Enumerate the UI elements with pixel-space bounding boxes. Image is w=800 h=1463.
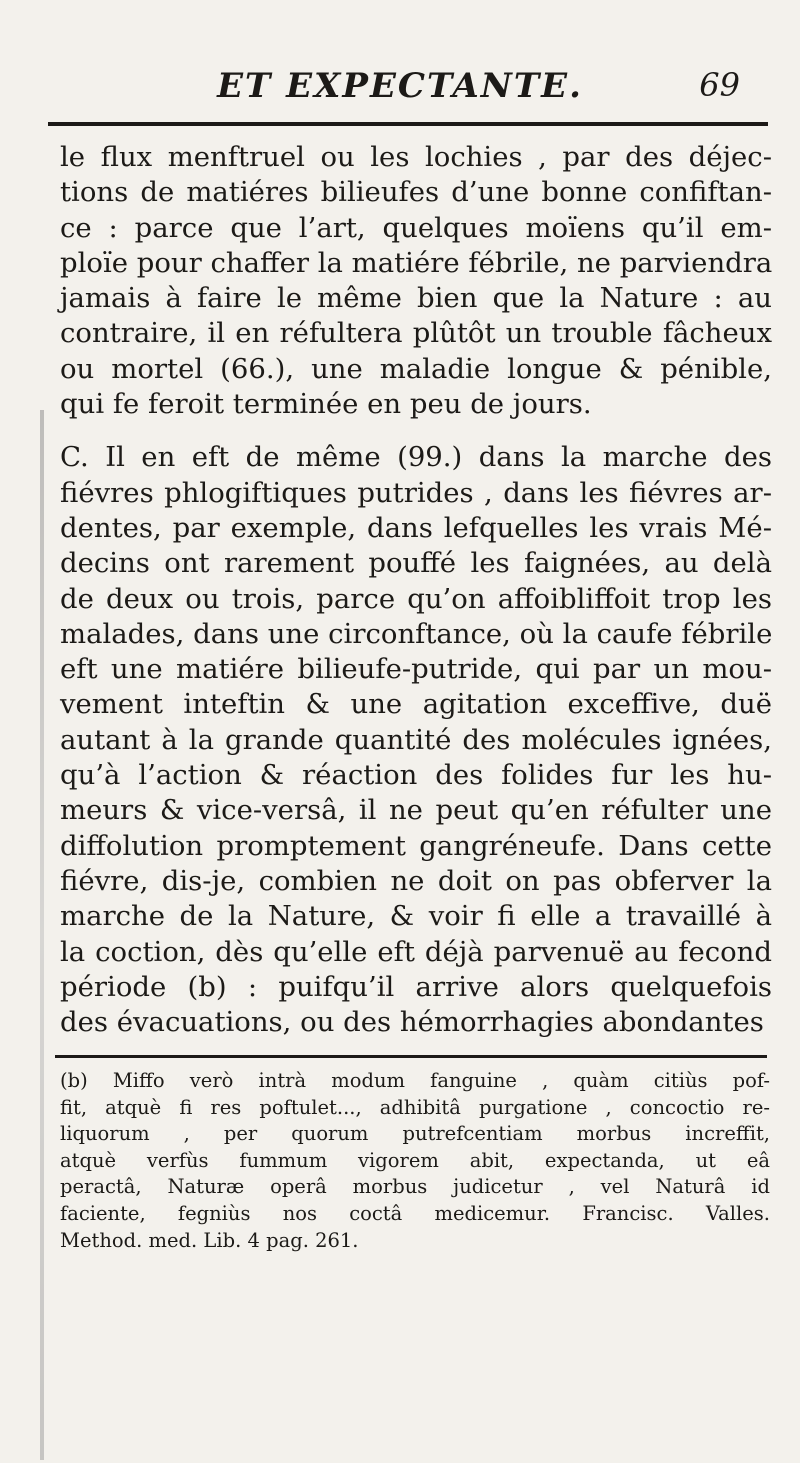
- text-line: fiévre, dis-je, combien ne doit on pas obferver la: [60, 864, 772, 897]
- text-line: qui fe feroit terminée en peu de jours.: [60, 388, 592, 421]
- text-line: fiévres phlogiftiques putrides , dans les fiévres ar-: [60, 476, 772, 509]
- text-line: dentes, par exemple, dans lefquelles les vrais Mé-: [60, 511, 772, 544]
- text-line: le flux menftruel ou les lochies , par des déjec-: [60, 141, 772, 173]
- footnote: [60, 1068, 770, 1254]
- text-line: ou mortel (66.), une maladie longue & pénible,: [60, 352, 772, 385]
- running-title: ET EXPECTANTE.: [217, 66, 583, 106]
- footnote-line: liquorum , per quorum putrefcentiam morbus increffit,: [60, 1122, 770, 1146]
- footnote-line: peractâ, Naturæ operâ morbus judicetur , vel Naturâ id: [60, 1175, 770, 1199]
- text-line: C. Il en eft de même (99.) dans la marche des: [60, 441, 772, 474]
- text-line: période (b) : puifqu’il arrive alors quelquefois: [60, 970, 772, 1003]
- text-line: malades, dans une circonftance, où la caufe fébrile: [60, 617, 773, 650]
- text-line: autant à la grande quantité des molécules ignées,: [60, 723, 772, 756]
- footnote-rule: [55, 1055, 767, 1058]
- text-line: eft une matiére bilieufe-putride, qui par un mou-: [60, 653, 772, 686]
- text-line: diffolution promptement gangréneufe. Dans cette: [60, 829, 772, 862]
- header-rule: [48, 122, 768, 126]
- binding-shadow: [40, 410, 44, 1460]
- footnote-line: fit, atquè fi res poftulet..., adhibitâ purgatione , concoctio re-: [60, 1095, 770, 1119]
- text-line: ploïe pour chaffer la matiére fébrile, ne parviendra: [60, 246, 773, 279]
- text-line: de deux ou trois, parce qu’on affoibliffoit trop les: [60, 582, 772, 615]
- text-line: marche de la Nature, & voir fi elle a travaillé à: [60, 900, 772, 933]
- footnote-line: Method. med. Lib. 4 pag. 261.: [60, 1228, 359, 1252]
- page-number: 69: [699, 66, 740, 104]
- main-text: [60, 140, 772, 1040]
- text-line: meurs & vice-versâ, il ne peut qu’en réfulter une: [60, 794, 772, 827]
- text-line: jamais à faire le même bien que la Nature : au: [60, 282, 772, 315]
- text-line: tions de matiéres bilieufes d’une bonne confiftan-: [60, 176, 772, 209]
- text-line: contraire, il en réfultera plûtôt un trouble fâcheux: [60, 317, 772, 350]
- text-line: decins ont rarement pouffé les faignées, au delà: [60, 547, 772, 580]
- text-line: ce : parce que l’art, quelques moïens qu’il em-: [60, 211, 772, 244]
- footnote-line: faciente, fegniùs nos coctâ medicemur. Francisc. Valles.: [60, 1201, 770, 1225]
- page-header: [120, 66, 740, 106]
- footnote-line: (b) Miffo verò intrà modum fanguine , quàm citiùs pof-: [60, 1069, 770, 1092]
- text-line: la coction, dès qu’elle eft déjà parvenuë au fecond: [60, 935, 772, 968]
- footnote-line: atquè verfùs fummum vigorem abit, expectanda, ut eâ: [60, 1148, 770, 1172]
- text-line: vement inteftin & une agitation exceffive, duë: [60, 688, 772, 721]
- text-line: des évacuations, ou des hémorrhagies abondantes: [60, 1006, 764, 1039]
- text-line: qu’à l’action & réaction des folides fur les hu-: [60, 759, 772, 792]
